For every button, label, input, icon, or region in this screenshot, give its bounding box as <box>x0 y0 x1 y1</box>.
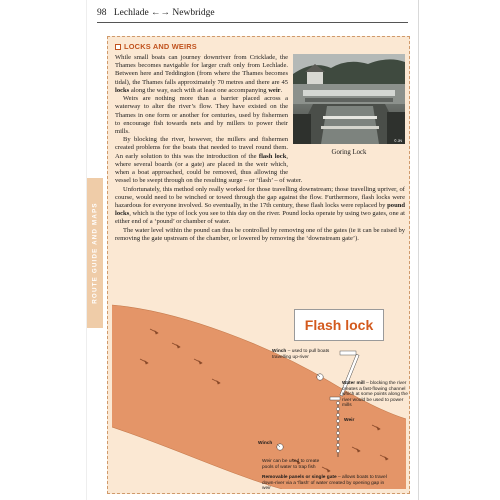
header-rule <box>97 22 408 23</box>
locks-and-weirs-box <box>107 36 410 494</box>
removable-panels-label: Removable panels or single gate – allows boats to travel down-river via a ‘flash’ of water created by opening gap in weir <box>262 475 387 492</box>
running-head <box>97 8 215 18</box>
page-number: 98 <box>97 8 107 18</box>
side-tab-label: ROUTE GUIDE AND MAPS <box>91 202 99 304</box>
box-title-text: LOCKS AND WEIRS <box>124 42 197 51</box>
goring-lock-photo <box>293 54 405 144</box>
text-run: The water level within the pound can thus be controlled by removing one of the gates (ie it can be raised by removing the gate upstream of the chamber, or lowered by removing the ‘downstream gate’). <box>115 226 405 242</box>
text-run: Weirs are nothing more than a barrier placed across a waterway to alter the river’s flow. They have existed on the Thames in one form or another for centuries, used by fishermen to encourage fish towards nets and by millers to power their mills. <box>115 95 288 135</box>
water-mill-label: Water mill – blocking the river creates a fast-flowing channel which at some points along the river would be used to power mills <box>342 381 408 409</box>
winch-left-icon <box>277 444 283 450</box>
text-run: along the way, each with at least one accompanying <box>129 86 269 94</box>
photo-caption: Goring Lock <box>331 149 367 156</box>
weir-label: Weir <box>344 418 355 423</box>
winch-top-label: Winch – used to pull boats travelling up-river <box>272 349 330 360</box>
photo-credit: © JN <box>393 139 402 143</box>
text-run: While small boats can journey downriver from Cricklade, the Thames becomes navigable for larger craft only from Lechlade. Between here and Teddington (from where the Thames becomes tidal), the Thames falls approximately 70 metres and there are 45 <box>115 54 288 86</box>
bold-term: flash lock <box>258 152 287 160</box>
winch-left-label: Winch <box>258 441 273 446</box>
bold-term: locks <box>115 86 130 94</box>
paragraph <box>115 227 405 243</box>
square-bullet-icon <box>115 44 121 50</box>
text-run: Unfortunately, this method only really worked for those travelling downstream; those travelling upriver, of course, would need to be winched or towed through the gap against the flow. Furthermore, flash locks were hazardous for everyone involved. So eventually, in the 17th century, these flash locks were replaced by <box>115 185 405 209</box>
photo-figure <box>293 54 405 168</box>
bold-term: pound locks <box>115 201 405 218</box>
diagram-title-box <box>294 309 384 341</box>
text-run: , which is the type of lock you see to this day on the river. Pound locks operate by using two gates, one at either end of a ‘pound’ or chamber of water. <box>115 210 405 226</box>
chapter-title: Lechlade ←→ Newbridge <box>113 8 215 18</box>
bold-term: weir <box>268 86 281 94</box>
diagram-title: Flash lock <box>304 317 374 333</box>
weir-note-label: Weir can be used to create pools of water to trap fish <box>262 459 320 470</box>
winch-top-icon <box>317 374 323 380</box>
book-page <box>86 0 419 500</box>
text-run: . <box>280 86 283 94</box>
text-run: , where several boards (or a gate) are placed in the weir which, when a boat approached, could be removed, thus allowing the vessel to be swept through on the resulting surge – or ‘flash’ – of water. <box>115 152 303 185</box>
paragraph <box>115 186 405 227</box>
box-title <box>115 42 197 51</box>
article-body <box>115 54 405 243</box>
flash-lock-diagram <box>112 297 408 492</box>
text-run: By blocking the river, however, the millers and fishermen created problems for the boats that needed to travel round them. An early solution to this was the introduction of the <box>115 136 288 160</box>
